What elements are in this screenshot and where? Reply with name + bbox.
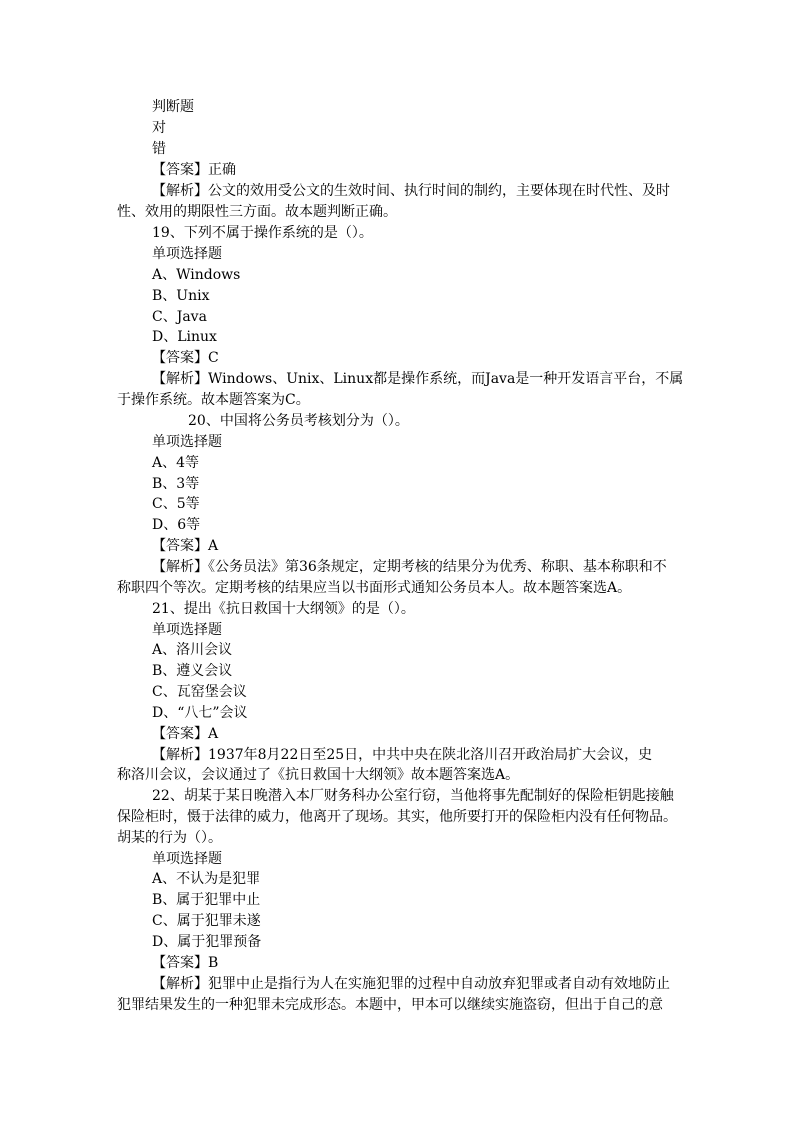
question-21: 21、提出《抗日救国十大纲领》的是（）。 xyxy=(152,601,415,617)
answer-line: 【答案】B xyxy=(152,955,219,971)
analysis-line: 【解析】公文的效用受公文的生效时间、执行时间的制约，主要体现在时代性、及时 xyxy=(152,183,670,199)
option-b: B、属于犯罪中止 xyxy=(152,892,261,908)
question-20: 20、中国将公务员考核划分为（）。 xyxy=(188,413,409,429)
question-22: 22、胡某于某日晚潜入本厂财务科办公室行窃，当他将事先配制好的保险柜钥匙接触 xyxy=(152,788,674,804)
analysis-line: 【解析】1937年8月22日至25日，中共中央在陕北洛川召开政治局扩大会议，史 xyxy=(152,747,653,763)
question-type-label: 单项选择题 xyxy=(152,246,222,262)
option-false: 错 xyxy=(152,141,166,157)
analysis-line: 【解析】《公务员法》第36条规定，定期考核的结果分为优秀、称职、基本称职和不 xyxy=(152,559,667,575)
option-d: D、属于犯罪预备 xyxy=(152,934,262,950)
option-d: D、“八七”会议 xyxy=(152,705,248,721)
question-type-label: 单项选择题 xyxy=(152,434,222,450)
option-true: 对 xyxy=(152,120,166,136)
analysis-line: 称洛川会议，会议通过了《抗日救国十大纲领》故本题答案选A。 xyxy=(117,767,520,783)
analysis-line: 性、效用的期限性三方面。故本题判断正确。 xyxy=(117,204,397,220)
question-type-label: 判断题 xyxy=(152,99,194,115)
question-type-label: 单项选择题 xyxy=(152,622,222,638)
question-22-cont: 保险柜时，慑于法律的威力，他离开了现场。其实，他所要打开的保险柜内没有任何物品。 xyxy=(117,809,677,825)
option-a: A、不认为是犯罪 xyxy=(152,871,261,887)
answer-line: 【答案】正确 xyxy=(152,162,236,178)
answer-line: 【答案】A xyxy=(152,726,219,742)
answer-line: 【答案】A xyxy=(152,538,219,554)
option-c: C、属于犯罪未遂 xyxy=(152,913,261,929)
option-b: B、遵义会议 xyxy=(152,663,233,679)
option-a: A、Windows xyxy=(152,267,241,283)
analysis-line: 称职四个等次。定期考核的结果应当以书面形式通知公务员本人。故本题答案选A。 xyxy=(117,580,632,596)
question-19: 19、下列不属于操作系统的是（）。 xyxy=(152,225,373,241)
analysis-line: 【解析】犯罪中止是指行为人在实施犯罪的过程中自动放弃犯罪或者自动有效地防止 xyxy=(152,976,670,992)
option-a: A、洛川会议 xyxy=(152,642,233,658)
option-d: D、Linux xyxy=(152,329,217,345)
option-c: C、5等 xyxy=(152,496,200,512)
question-22-cont: 胡某的行为（）。 xyxy=(117,830,222,846)
option-c: C、瓦窑堡会议 xyxy=(152,684,247,700)
option-a: A、4等 xyxy=(152,455,200,471)
analysis-line: 【解析】Windows、Unix、Linux都是操作系统，而Java是一种开发语言平台，不属 xyxy=(152,371,684,387)
option-d: D、6等 xyxy=(152,517,201,533)
answer-line: 【答案】C xyxy=(152,350,219,366)
analysis-line: 犯罪结果发生的一种犯罪未完成形态。本题中，甲本可以继续实施盗窃，但出于自己的意 xyxy=(117,997,663,1013)
option-c: C、Java xyxy=(152,309,207,325)
option-b: B、Unix xyxy=(152,288,210,304)
analysis-line: 于操作系统。故本题答案为C。 xyxy=(117,392,310,408)
question-type-label: 单项选择题 xyxy=(152,851,222,867)
option-b: B、3等 xyxy=(152,476,200,492)
